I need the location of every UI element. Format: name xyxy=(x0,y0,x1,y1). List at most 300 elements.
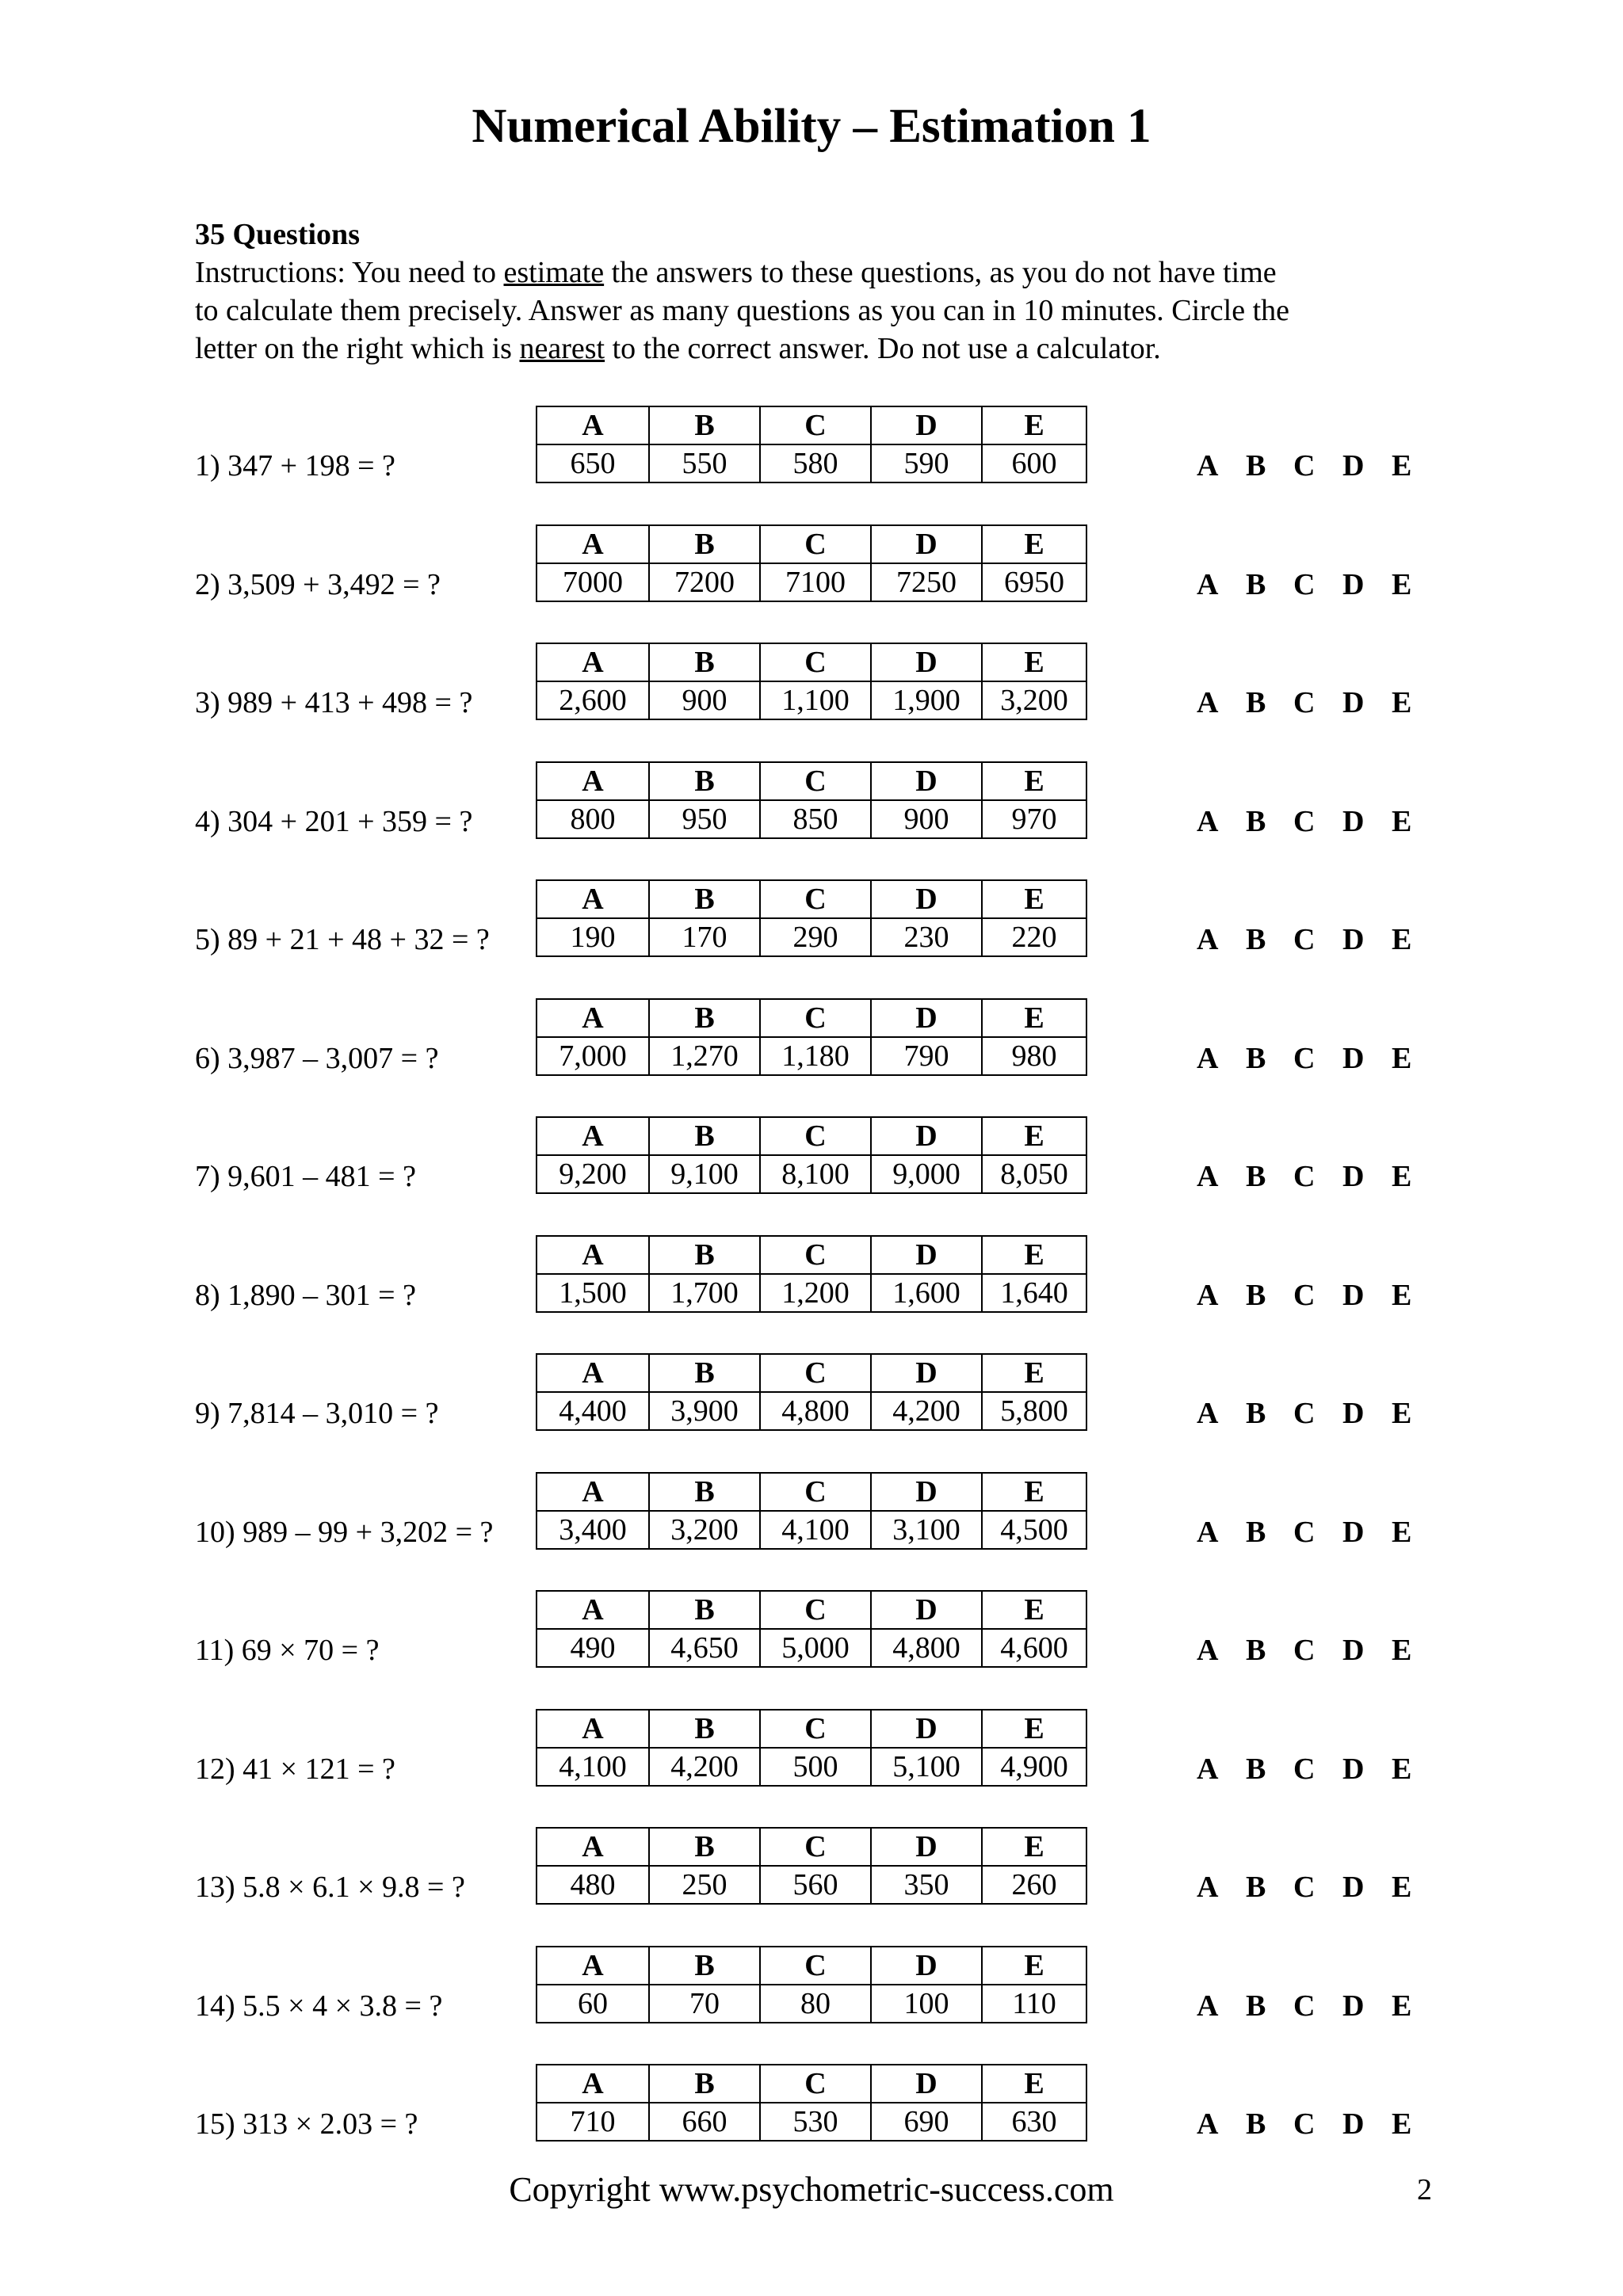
option-value-cell: 660 xyxy=(649,2103,760,2141)
question-block xyxy=(0,998,1623,1081)
answer-choices xyxy=(1197,1275,1434,1316)
option-header-cell: B xyxy=(649,1117,760,1155)
answer-choice-d[interactable]: D xyxy=(1342,568,1365,601)
option-header-cell: D xyxy=(871,762,982,800)
answer-choices xyxy=(1197,2103,1434,2145)
option-header-cell: C xyxy=(760,525,871,563)
option-header-cell: B xyxy=(649,1591,760,1629)
answer-choice-e[interactable]: E xyxy=(1392,1989,1412,2023)
option-header-cell: B xyxy=(649,2065,760,2103)
answer-choice-b[interactable]: B xyxy=(1246,1160,1266,1193)
answer-choice-b[interactable]: B xyxy=(1246,1753,1266,1786)
answer-choice-c[interactable]: C xyxy=(1293,686,1316,719)
instructions-underlined-word: nearest xyxy=(519,332,605,365)
answer-choice-e[interactable]: E xyxy=(1392,449,1412,482)
question-block xyxy=(0,1590,1623,1672)
option-header-cell: E xyxy=(982,1236,1086,1274)
option-value-cell: 600 xyxy=(982,444,1086,482)
answer-choice-a[interactable]: A xyxy=(1197,1634,1219,1667)
answer-choice-a[interactable]: A xyxy=(1197,1160,1219,1193)
question-block xyxy=(0,406,1623,488)
option-header-cell: B xyxy=(649,643,760,681)
question-text: 8) 1,890 – 301 = ? xyxy=(195,1279,416,1312)
answer-choice-e[interactable]: E xyxy=(1392,1871,1412,1904)
option-header-cell: B xyxy=(649,1354,760,1392)
option-value-cell: 110 xyxy=(982,1985,1086,2023)
option-header-cell: A xyxy=(537,1828,649,1866)
answer-choice-d[interactable]: D xyxy=(1342,1871,1365,1904)
option-value-cell: 9,000 xyxy=(871,1155,982,1193)
page-number: 2 xyxy=(1417,2173,1432,2206)
answer-choice-a[interactable]: A xyxy=(1197,923,1219,956)
copyright-footer: Copyright www.psychometric-success.com xyxy=(509,2170,1114,2209)
question-count: 35 Questions xyxy=(195,218,360,251)
answer-choices xyxy=(1197,1393,1434,1434)
option-value-cell: 530 xyxy=(760,2103,871,2141)
option-value-cell: 850 xyxy=(760,800,871,838)
option-value-cell: 4,900 xyxy=(982,1748,1086,1786)
question-block xyxy=(0,643,1623,725)
option-header-cell: D xyxy=(871,2065,982,2103)
option-header-cell: E xyxy=(982,643,1086,681)
answer-choice-a[interactable]: A xyxy=(1197,1989,1219,2023)
answer-choice-b[interactable]: B xyxy=(1246,805,1266,838)
option-header-cell: B xyxy=(649,880,760,918)
question-text: 2) 3,509 + 3,492 = ? xyxy=(195,568,441,601)
option-header-cell: C xyxy=(760,1710,871,1748)
answer-choice-e[interactable]: E xyxy=(1392,568,1412,601)
answer-choice-b[interactable]: B xyxy=(1246,1042,1266,1075)
option-header-cell: E xyxy=(982,1828,1086,1866)
answer-choice-c[interactable]: C xyxy=(1293,923,1316,956)
option-value-cell: 1,900 xyxy=(871,681,982,719)
option-value-cell: 1,640 xyxy=(982,1274,1086,1312)
option-header-cell: B xyxy=(649,1947,760,1985)
answer-choice-a[interactable]: A xyxy=(1197,1397,1219,1430)
option-value-cell: 350 xyxy=(871,1866,982,1904)
answer-choice-b[interactable]: B xyxy=(1246,923,1266,956)
option-value-cell: 970 xyxy=(982,800,1086,838)
option-header-cell: C xyxy=(760,1828,871,1866)
options-value-row xyxy=(537,1392,1086,1430)
answer-choice-c[interactable]: C xyxy=(1293,805,1316,838)
instructions-text: the answers to these questions, as you do not have time xyxy=(604,256,1277,289)
option-value-cell: 630 xyxy=(982,2103,1086,2141)
options-value-row xyxy=(537,1037,1086,1075)
option-header-cell: A xyxy=(537,880,649,918)
option-header-cell: C xyxy=(760,406,871,444)
answer-choices xyxy=(1197,1749,1434,1790)
answer-choice-d[interactable]: D xyxy=(1342,1516,1365,1549)
option-value-cell: 170 xyxy=(649,918,760,956)
question-block xyxy=(0,1235,1623,1318)
answer-choice-c[interactable]: C xyxy=(1293,568,1316,601)
option-header-cell: C xyxy=(760,1473,871,1511)
answer-choice-c[interactable]: C xyxy=(1293,1634,1316,1667)
option-header-cell: D xyxy=(871,1354,982,1392)
answer-choice-d[interactable]: D xyxy=(1342,923,1365,956)
answer-choice-a[interactable]: A xyxy=(1197,1753,1219,1786)
option-value-cell: 1,180 xyxy=(760,1037,871,1075)
answer-choice-a[interactable]: A xyxy=(1197,568,1219,601)
option-header-cell: D xyxy=(871,643,982,681)
option-header-cell: B xyxy=(649,406,760,444)
answer-choice-d[interactable]: D xyxy=(1342,1279,1365,1312)
question-text: 11) 69 × 70 = ? xyxy=(195,1634,380,1667)
answer-choice-c[interactable]: C xyxy=(1293,2107,1316,2141)
option-header-cell: E xyxy=(982,1710,1086,1748)
question-text: 5) 89 + 21 + 48 + 32 = ? xyxy=(195,923,490,956)
option-value-cell: 7200 xyxy=(649,563,760,601)
option-header-cell: D xyxy=(871,406,982,444)
question-text: 3) 989 + 413 + 498 = ? xyxy=(195,686,473,719)
option-header-cell: A xyxy=(537,2065,649,2103)
options-header-row xyxy=(537,1354,1086,1392)
option-value-cell: 710 xyxy=(537,2103,649,2141)
answer-choice-d[interactable]: D xyxy=(1342,1397,1365,1430)
options-value-row xyxy=(537,1985,1086,2023)
option-value-cell: 4,500 xyxy=(982,1511,1086,1549)
answer-choice-c[interactable]: C xyxy=(1293,1516,1316,1549)
option-header-cell: C xyxy=(760,643,871,681)
options-header-row xyxy=(537,1947,1086,1985)
answer-choice-c[interactable]: C xyxy=(1293,1871,1316,1904)
options-table xyxy=(536,879,1087,957)
option-value-cell: 7,000 xyxy=(537,1037,649,1075)
options-value-row xyxy=(537,563,1086,601)
answer-choice-b[interactable]: B xyxy=(1246,1397,1266,1430)
answer-choice-b[interactable]: B xyxy=(1246,686,1266,719)
answer-choice-e[interactable]: E xyxy=(1392,1753,1412,1786)
option-value-cell: 5,800 xyxy=(982,1392,1086,1430)
options-table xyxy=(536,1709,1087,1787)
answer-choice-c[interactable]: C xyxy=(1293,1753,1316,1786)
option-value-cell: 5,100 xyxy=(871,1748,982,1786)
option-header-cell: A xyxy=(537,1117,649,1155)
question-text: 9) 7,814 – 3,010 = ? xyxy=(195,1397,439,1430)
options-table xyxy=(536,1946,1087,2023)
option-header-cell: E xyxy=(982,406,1086,444)
answer-choice-e[interactable]: E xyxy=(1392,686,1412,719)
option-header-cell: B xyxy=(649,999,760,1037)
options-header-row xyxy=(537,999,1086,1037)
answer-choice-d[interactable]: D xyxy=(1342,1989,1365,2023)
options-header-row xyxy=(537,406,1086,444)
answer-choice-b[interactable]: B xyxy=(1246,2107,1266,2141)
options-table xyxy=(536,998,1087,1076)
option-value-cell: 4,200 xyxy=(649,1748,760,1786)
option-header-cell: E xyxy=(982,762,1086,800)
options-table xyxy=(536,761,1087,839)
option-value-cell: 550 xyxy=(649,444,760,482)
question-block xyxy=(0,1116,1623,1199)
options-table xyxy=(536,1235,1087,1313)
option-header-cell: A xyxy=(537,1591,649,1629)
options-value-row xyxy=(537,1274,1086,1312)
answer-choice-d[interactable]: D xyxy=(1342,449,1365,482)
answer-choices xyxy=(1197,1867,1434,1908)
options-header-row xyxy=(537,1117,1086,1155)
option-value-cell: 220 xyxy=(982,918,1086,956)
option-value-cell: 4,200 xyxy=(871,1392,982,1430)
option-value-cell: 7100 xyxy=(760,563,871,601)
page-title: Numerical Ability – Estimation 1 xyxy=(472,100,1151,153)
answer-choice-c[interactable]: C xyxy=(1293,1397,1316,1430)
option-header-cell: B xyxy=(649,1710,760,1748)
question-block xyxy=(0,1709,1623,1791)
instructions-line-3 xyxy=(195,330,1431,368)
answer-choices xyxy=(1197,801,1434,842)
answer-choice-e[interactable]: E xyxy=(1392,805,1412,838)
option-header-cell: D xyxy=(871,1591,982,1629)
instructions-line-1 xyxy=(195,254,1431,292)
options-value-row xyxy=(537,1511,1086,1549)
question-text: 10) 989 – 99 + 3,202 = ? xyxy=(195,1516,494,1549)
answer-choices xyxy=(1197,682,1434,723)
options-header-row xyxy=(537,1710,1086,1748)
option-value-cell: 1,270 xyxy=(649,1037,760,1075)
option-value-cell: 4,100 xyxy=(537,1748,649,1786)
option-value-cell: 790 xyxy=(871,1037,982,1075)
option-value-cell: 290 xyxy=(760,918,871,956)
option-header-cell: C xyxy=(760,2065,871,2103)
answer-choices xyxy=(1197,1512,1434,1553)
option-value-cell: 4,400 xyxy=(537,1392,649,1430)
answer-choice-b[interactable]: B xyxy=(1246,1279,1266,1312)
option-value-cell: 800 xyxy=(537,800,649,838)
option-header-cell: B xyxy=(649,1473,760,1511)
answer-choice-a[interactable]: A xyxy=(1197,805,1219,838)
option-header-cell: D xyxy=(871,880,982,918)
answer-choice-b[interactable]: B xyxy=(1246,1516,1266,1549)
options-table xyxy=(536,406,1087,483)
options-table xyxy=(536,1827,1087,1905)
option-header-cell: D xyxy=(871,1828,982,1866)
option-value-cell: 900 xyxy=(649,681,760,719)
answer-choice-c[interactable]: C xyxy=(1293,1042,1316,1075)
option-header-cell: B xyxy=(649,1828,760,1866)
option-header-cell: C xyxy=(760,762,871,800)
answer-choice-b[interactable]: B xyxy=(1246,1871,1266,1904)
answer-choice-a[interactable]: A xyxy=(1197,686,1219,719)
options-value-row xyxy=(537,2103,1086,2141)
option-value-cell: 60 xyxy=(537,1985,649,2023)
options-header-row xyxy=(537,1828,1086,1866)
option-value-cell: 9,200 xyxy=(537,1155,649,1193)
options-table xyxy=(536,1116,1087,1194)
options-value-row xyxy=(537,444,1086,482)
answer-choice-a[interactable]: A xyxy=(1197,1279,1219,1312)
option-value-cell: 250 xyxy=(649,1866,760,1904)
answer-choice-d[interactable]: D xyxy=(1342,805,1365,838)
answer-choice-e[interactable]: E xyxy=(1392,2107,1412,2141)
option-value-cell: 80 xyxy=(760,1985,871,2023)
option-value-cell: 3,200 xyxy=(982,681,1086,719)
option-header-cell: B xyxy=(649,762,760,800)
answer-choice-c[interactable]: C xyxy=(1293,449,1316,482)
options-header-row xyxy=(537,1236,1086,1274)
question-block xyxy=(0,524,1623,607)
option-value-cell: 580 xyxy=(760,444,871,482)
options-header-row xyxy=(537,1591,1086,1629)
question-text: 12) 41 × 121 = ? xyxy=(195,1753,395,1786)
option-value-cell: 1,100 xyxy=(760,681,871,719)
instructions-line-2: to calculate them precisely. Answer as many questions as you can in 10 minutes. Circle the xyxy=(195,294,1290,327)
option-value-cell: 480 xyxy=(537,1866,649,1904)
option-value-cell: 900 xyxy=(871,800,982,838)
answer-choice-a[interactable]: A xyxy=(1197,1042,1219,1075)
option-header-cell: D xyxy=(871,1947,982,1985)
options-header-row xyxy=(537,1473,1086,1511)
question-block xyxy=(0,1472,1623,1554)
answer-choices xyxy=(1197,1985,1434,2027)
answer-choice-b[interactable]: B xyxy=(1246,1634,1266,1667)
answer-choice-e[interactable]: E xyxy=(1392,923,1412,956)
option-header-cell: D xyxy=(871,999,982,1037)
answer-choice-c[interactable]: C xyxy=(1293,1279,1316,1312)
answer-choices xyxy=(1197,564,1434,605)
question-text: 7) 9,601 – 481 = ? xyxy=(195,1160,416,1193)
question-block xyxy=(0,1946,1623,2028)
answer-choice-e[interactable]: E xyxy=(1392,1397,1412,1430)
option-value-cell: 4,800 xyxy=(760,1392,871,1430)
option-header-cell: A xyxy=(537,1236,649,1274)
answer-choice-a[interactable]: A xyxy=(1197,1871,1219,1904)
option-value-cell: 980 xyxy=(982,1037,1086,1075)
options-header-row xyxy=(537,762,1086,800)
instructions-text: letter on the right which is xyxy=(195,332,520,365)
answer-choice-b[interactable]: B xyxy=(1246,1989,1266,2023)
answer-choice-c[interactable]: C xyxy=(1293,1989,1316,2023)
answer-choice-d[interactable]: D xyxy=(1342,1160,1365,1193)
option-header-cell: A xyxy=(537,1354,649,1392)
answer-choice-a[interactable]: A xyxy=(1197,2107,1219,2141)
option-value-cell: 1,600 xyxy=(871,1274,982,1312)
option-header-cell: E xyxy=(982,1117,1086,1155)
option-header-cell: B xyxy=(649,1236,760,1274)
question-text: 4) 304 + 201 + 359 = ? xyxy=(195,805,473,838)
options-table xyxy=(536,2064,1087,2142)
instructions-text: Instructions: You need to xyxy=(195,256,504,289)
option-value-cell: 4,650 xyxy=(649,1629,760,1667)
option-value-cell: 1,200 xyxy=(760,1274,871,1312)
answer-choice-d[interactable]: D xyxy=(1342,2107,1365,2141)
option-value-cell: 500 xyxy=(760,1748,871,1786)
answer-choice-a[interactable]: A xyxy=(1197,449,1219,482)
option-header-cell: B xyxy=(649,525,760,563)
answer-choices xyxy=(1197,445,1434,486)
option-value-cell: 4,100 xyxy=(760,1511,871,1549)
answer-choice-e[interactable]: E xyxy=(1392,1160,1412,1193)
option-value-cell: 3,900 xyxy=(649,1392,760,1430)
option-header-cell: A xyxy=(537,525,649,563)
option-header-cell: E xyxy=(982,1947,1086,1985)
question-text: 14) 5.5 × 4 × 3.8 = ? xyxy=(195,1989,443,2023)
option-header-cell: A xyxy=(537,999,649,1037)
option-header-cell: A xyxy=(537,1947,649,1985)
option-value-cell: 2,600 xyxy=(537,681,649,719)
options-value-row xyxy=(537,1629,1086,1667)
question-block xyxy=(0,761,1623,844)
options-value-row xyxy=(537,1155,1086,1193)
answer-choice-c[interactable]: C xyxy=(1293,1160,1316,1193)
option-header-cell: E xyxy=(982,999,1086,1037)
answer-choice-e[interactable]: E xyxy=(1392,1279,1412,1312)
answer-choice-e[interactable]: E xyxy=(1392,1516,1412,1549)
option-value-cell: 3,400 xyxy=(537,1511,649,1549)
option-value-cell: 100 xyxy=(871,1985,982,2023)
option-value-cell: 260 xyxy=(982,1866,1086,1904)
answer-choice-d[interactable]: D xyxy=(1342,686,1365,719)
option-header-cell: E xyxy=(982,1473,1086,1511)
option-header-cell: C xyxy=(760,1354,871,1392)
options-table xyxy=(536,1472,1087,1550)
options-table xyxy=(536,1590,1087,1668)
option-header-cell: C xyxy=(760,1947,871,1985)
option-value-cell: 4,600 xyxy=(982,1629,1086,1667)
option-value-cell: 70 xyxy=(649,1985,760,2023)
answer-choice-e[interactable]: E xyxy=(1392,1634,1412,1667)
option-value-cell: 7000 xyxy=(537,563,649,601)
option-value-cell: 490 xyxy=(537,1629,649,1667)
option-header-cell: C xyxy=(760,880,871,918)
option-header-cell: A xyxy=(537,643,649,681)
answer-choices xyxy=(1197,919,1434,960)
option-header-cell: C xyxy=(760,999,871,1037)
option-value-cell: 230 xyxy=(871,918,982,956)
option-value-cell: 650 xyxy=(537,444,649,482)
answer-choice-e[interactable]: E xyxy=(1392,1042,1412,1075)
question-block xyxy=(0,2064,1623,2146)
answer-choice-d[interactable]: D xyxy=(1342,1634,1365,1667)
option-header-cell: D xyxy=(871,1117,982,1155)
option-value-cell: 950 xyxy=(649,800,760,838)
options-table xyxy=(536,524,1087,602)
answer-choice-b[interactable]: B xyxy=(1246,449,1266,482)
question-text: 1) 347 + 198 = ? xyxy=(195,449,395,482)
option-value-cell: 1,700 xyxy=(649,1274,760,1312)
option-header-cell: A xyxy=(537,762,649,800)
option-header-cell: D xyxy=(871,525,982,563)
answer-choice-a[interactable]: A xyxy=(1197,1516,1219,1549)
options-header-row xyxy=(537,2065,1086,2103)
option-value-cell: 7250 xyxy=(871,563,982,601)
option-value-cell: 590 xyxy=(871,444,982,482)
option-value-cell: 4,800 xyxy=(871,1629,982,1667)
option-value-cell: 6950 xyxy=(982,563,1086,601)
option-header-cell: C xyxy=(760,1236,871,1274)
answer-choice-b[interactable]: B xyxy=(1246,568,1266,601)
option-header-cell: D xyxy=(871,1473,982,1511)
question-text: 6) 3,987 – 3,007 = ? xyxy=(195,1042,439,1075)
options-value-row xyxy=(537,918,1086,956)
option-value-cell: 3,100 xyxy=(871,1511,982,1549)
option-header-cell: A xyxy=(537,406,649,444)
answer-choice-d[interactable]: D xyxy=(1342,1042,1365,1075)
options-header-row xyxy=(537,643,1086,681)
answer-choice-d[interactable]: D xyxy=(1342,1753,1365,1786)
option-value-cell: 1,500 xyxy=(537,1274,649,1312)
option-header-cell: A xyxy=(537,1710,649,1748)
options-table xyxy=(536,1353,1087,1431)
option-header-cell: C xyxy=(760,1591,871,1629)
options-value-row xyxy=(537,1748,1086,1786)
options-header-row xyxy=(537,525,1086,563)
instructions-text: to the correct answer. Do not use a calculator. xyxy=(605,332,1161,365)
question-text: 15) 313 × 2.03 = ? xyxy=(195,2107,418,2141)
option-header-cell: D xyxy=(871,1710,982,1748)
option-header-cell: C xyxy=(760,1117,871,1155)
